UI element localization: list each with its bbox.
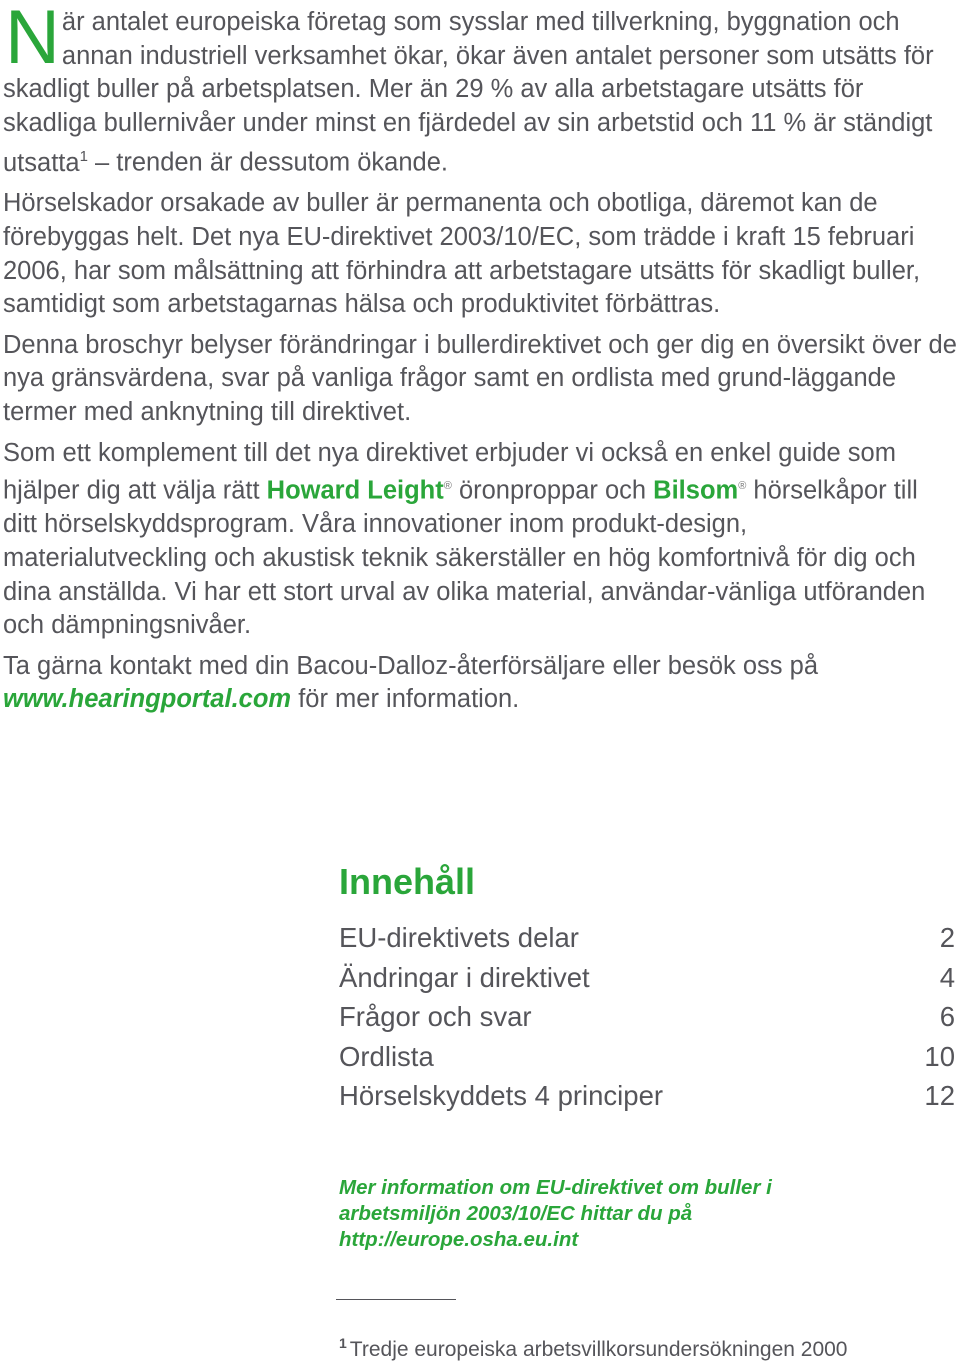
paragraph-3: Denna broschyr belyser förändringar i bullerdirektivet och ger dig en översikt över de nya gränsvärdena, svar på vanliga frågor samt en ordlista med grund-läggande termer med anknytning till direktivet. [3, 330, 957, 427]
toc-title: Innehåll [339, 861, 476, 902]
toc-item[interactable] [339, 1037, 955, 1077]
toc-item-label: Frågor och svar [339, 1001, 532, 1032]
toc-item[interactable] [339, 997, 955, 1037]
registered-mark: ® [443, 480, 452, 493]
drop-cap: N [5, 0, 60, 80]
more-info-note [339, 1175, 899, 1253]
footnote-reference: 1 [79, 148, 88, 166]
footnote [339, 1329, 847, 1364]
brand-howard-leight: Howard Leight [266, 476, 444, 505]
footnote-divider [336, 1299, 456, 1300]
paragraph-5 [3, 650, 958, 717]
toc-item[interactable] [339, 918, 955, 958]
table-of-contents [339, 858, 955, 1116]
toc-item[interactable] [339, 958, 955, 998]
paragraph-4-end: hörselkåpor till ditt hörselskyddsprogram. Våra innovationer inom produkt-design, materialutveckling och akustisk teknik säkerställer en hög komfortnivå för dig och dina anställda. Vi har ett stort urval av olika material, användar-vänliga utföranden och dämpningsnivåer. [3, 476, 926, 640]
toc-item-page: 4 [939, 961, 955, 993]
footnote-mark: 1 [339, 1335, 347, 1351]
toc-item-label: Ändringar i direktivet [339, 961, 590, 993]
note-line: Mer information om EU-direktivet om buller i [339, 1176, 772, 1199]
toc-item-page: 10 [924, 1040, 955, 1072]
toc-item-label: Ordlista [339, 1040, 434, 1072]
paragraph-4-middle: öronproppar och [451, 476, 654, 505]
brand-bilsom: Bilsom [653, 476, 739, 505]
paragraph-2: Hörselskador orsakade av buller är permanenta och obotliga, däremot kan de förebyggas helt. Det nya EU-direktivet 2003/10/EC, som trädde i kraft 15 februari 2006, har som målsättning att förhindra att arbetstagare utsätts för skadligt buller, samtidigt som arbetstagarnas hälsa och produktivitet förbättras. [3, 189, 921, 319]
paragraph-5-start: Ta gärna kontakt med din Bacou-Dalloz-återförsäljare eller besök oss på [3, 651, 819, 680]
toc-item-label: Hörselskyddets 4 principer [339, 1080, 664, 1111]
registered-mark: ® [738, 480, 747, 493]
paragraph-4-start: Som ett komplement till det nya direktivet erbjuder vi också en enkel guide som hjälper dig att välja rätt [3, 438, 896, 505]
footnote-text: Tredje europeiska arbetsvillkorsundersökningen 2000 [349, 1338, 848, 1361]
toc-item-label: EU-direktivets delar [339, 922, 579, 953]
paragraph-1 [3, 0, 958, 180]
note-line: arbetsmiljön 2003/10/EC hittar du på [339, 1202, 693, 1225]
toc-item[interactable] [339, 1076, 955, 1116]
paragraph-4 [3, 437, 958, 643]
toc-item-page: 12 [924, 1080, 955, 1111]
note-link[interactable]: http://europe.osha.eu.int [339, 1228, 579, 1251]
paragraph-1-text: är antalet europeiska företag som sysslar med tillverkning, byggnation och annan industriell verksamhet ökar, ökar även antalet personer som utsätts för skadligt buller på arbetsplatsen. Mer än 29 % av alla arbetstagare utsätts för skadliga bullernivåer under minst en fjärdedel av sin arbetstid och 11 % är ständigt utsatta [3, 8, 934, 177]
paragraph-5-end: för mer information. [291, 685, 520, 714]
paragraph-1-tail: – trenden är dessutom ökande. [87, 148, 448, 177]
toc-item-page: 2 [939, 922, 955, 953]
website-link[interactable]: www.hearingportal.com [3, 685, 292, 714]
toc-item-page: 6 [939, 1001, 955, 1032]
intro-text [3, 0, 958, 724]
